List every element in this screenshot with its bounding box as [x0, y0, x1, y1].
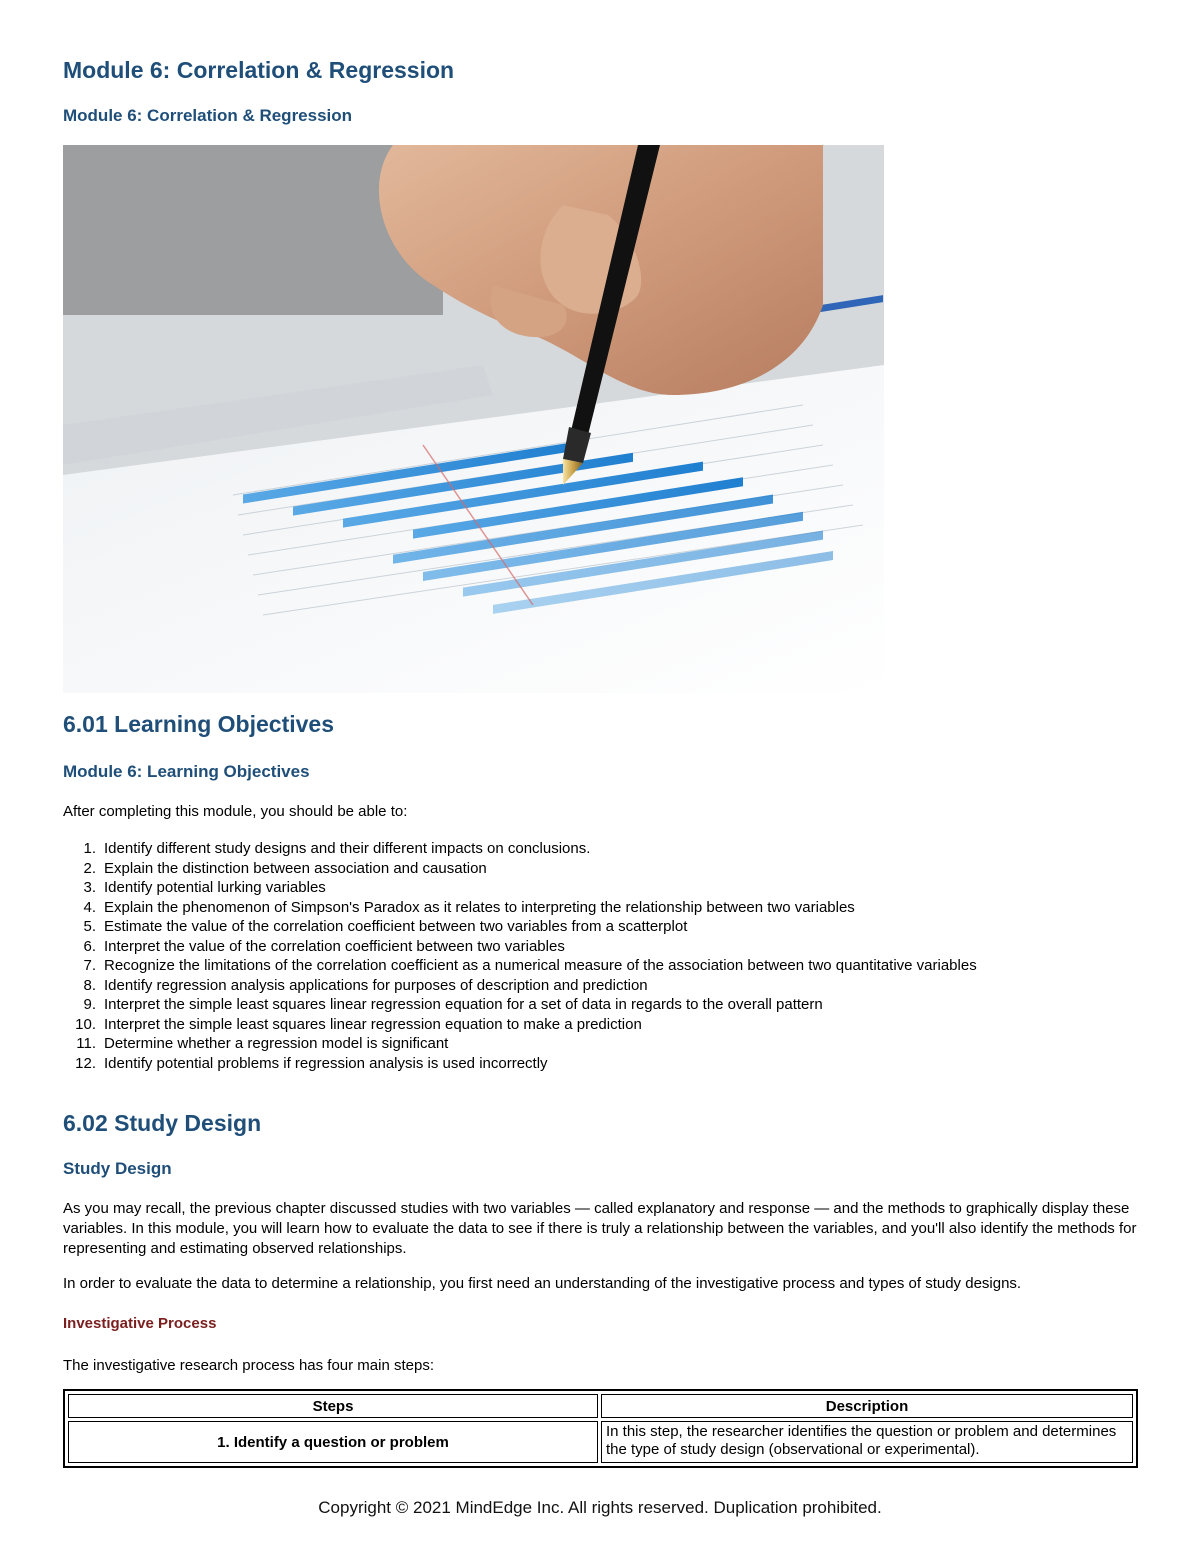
list-item: 10. Interpret the simple least squares linear regression equation to make a prediction — [75, 1015, 642, 1033]
section-601-subheading: Module 6: Learning Objectives — [63, 762, 310, 781]
table-intro: The investigative research process has four main steps: — [63, 1357, 435, 1374]
investigative-process-heading: Investigative Process — [63, 1315, 217, 1332]
module-title: Module 6: Correlation & Regression — [63, 57, 455, 83]
study-design-paragraph-2: In order to evaluate the data to determine a relationship, you first need an understanding of the investigative process and types of study designs. — [63, 1275, 1022, 1292]
list-item: 3. Identify potential lurking variables — [83, 879, 326, 896]
hand-writing-on-chart-photo — [63, 145, 884, 693]
section-602-heading: 6.02 Study Design — [63, 1110, 262, 1136]
objectives-intro: After completing this module, you should be able to: — [63, 803, 408, 820]
table-header-steps: Steps — [68, 1394, 598, 1418]
investigative-steps-table — [63, 1389, 1138, 1468]
section-602-subheading: Study Design — [63, 1159, 172, 1178]
study-design-paragraph-1: As you may recall, the previous chapter discussed studies with two variables — called explanatory and response — and the methods to graphically display these variables. In this module, you will learn how to evaluate the data to see if there is truly a relationship between the variables, and you'll also identify the methods for representing and estimating observed relationships. — [63, 1200, 1137, 1257]
table-header-description: Description — [601, 1394, 1133, 1418]
list-item: 7. Recognize the limitations of the correlation coefficient as a numerical measure of the association between two quantitative variables — [83, 957, 977, 974]
list-item: 8. Identify regression analysis applications for purposes of description and prediction — [83, 976, 648, 994]
module-subtitle: Module 6: Correlation & Regression — [63, 106, 353, 125]
list-item: 4. Explain the phenomenon of Simpson's Paradox as it relates to interpreting the relationship between two variables — [83, 898, 855, 916]
list-item: 11. Determine whether a regression model is significant — [76, 1035, 449, 1052]
list-item: 9. Interpret the simple least squares linear regression equation for a set of data in regards to the overall pattern — [83, 996, 823, 1013]
table-cell-step: 1. Identify a question or problem — [68, 1421, 598, 1463]
table-cell-description: In this step, the researcher identifies the question or problem and determines the type of study design (observational or experimental). — [601, 1421, 1133, 1463]
table-row — [68, 1421, 1133, 1463]
list-item: 5. Estimate the value of the correlation coefficient between two variables from a scatterplot — [83, 918, 688, 935]
table-header-row — [68, 1394, 1133, 1418]
list-item: 6. Interpret the value of the correlation coefficient between two variables — [83, 937, 565, 955]
list-item: 2. Explain the distinction between association and causation — [83, 859, 487, 877]
list-item: 12. Identify potential problems if regression analysis is used incorrectly — [75, 1054, 548, 1072]
section-601-heading: 6.01 Learning Objectives — [63, 711, 335, 737]
copyright-footer: Copyright © 2021 MindEdge Inc. All rights reserved. Duplication prohibited. — [318, 1498, 882, 1517]
list-item: 1. Identify different study designs and their different impacts on conclusions. — [83, 840, 591, 857]
learning-objectives-list — [63, 839, 1138, 1073]
